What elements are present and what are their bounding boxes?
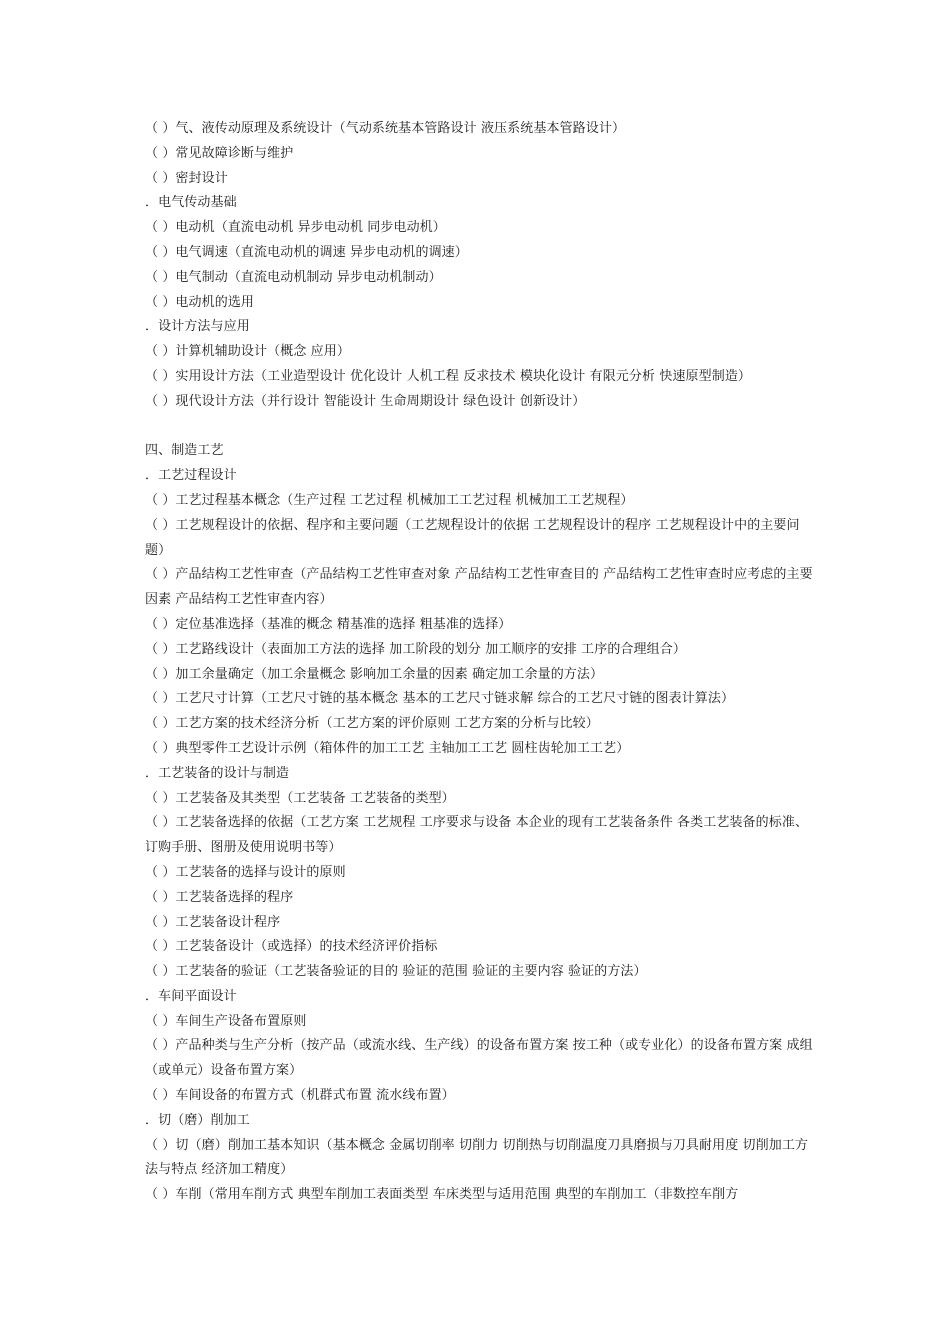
subsection-heading: ．设计方法与应用 bbox=[145, 319, 250, 335]
outline-item: （ ）电动机的选用 bbox=[145, 294, 255, 310]
section-three-continuation bbox=[145, 117, 813, 415]
outline-item: （ ）典型零件工艺设计示例（箱体件的加工工艺 主轴加工工艺 圆柱齿轮加工工艺） bbox=[145, 740, 630, 756]
outline-item: （ ）工艺方案的技术经济分析（工艺方案的评价原则 工艺方案的分析与比较） bbox=[145, 716, 599, 732]
subsection-heading: ．工艺装备的设计与制造 bbox=[145, 765, 290, 781]
outline-item: （ ）工艺装备及其类型（工艺装备 工艺装备的类型） bbox=[145, 790, 455, 806]
subsection-heading: ．切（磨）削加工 bbox=[145, 1112, 250, 1128]
subsection-heading: ．工艺过程设计 bbox=[145, 468, 237, 484]
outline-item: （ ）工艺装备选择的程序 bbox=[145, 889, 294, 905]
outline-item: （ ）车间生产设备布置原则 bbox=[145, 1013, 307, 1029]
outline-item: （ ）计算机辅助设计（概念 应用） bbox=[145, 344, 350, 360]
outline-item: （ ）产品种类与生产分析（按产品（或流水线、生产线）的设备布置方案 按工种（或专业化）的设备布置方案 成组（或单元）设备布置方案） bbox=[145, 1038, 813, 1079]
paragraph-gap bbox=[145, 415, 813, 440]
outline-item: （ ）加工余量确定（加工余量概念 影响加工余量的因素 确定加工余量的方法） bbox=[145, 666, 604, 682]
outline-item: （ ）工艺装备的选择与设计的原则 bbox=[145, 864, 346, 880]
outline-item: （ ）实用设计方法（工业造型设计 优化设计 人机工程 反求技术 模块化设计 有限元分析 快速原型制造） bbox=[145, 368, 752, 384]
outline-item: （ ）工艺装备的验证（工艺装备验证的目的 验证的范围 验证的主要内容 验证的方法） bbox=[145, 964, 647, 980]
document-body bbox=[145, 117, 813, 1208]
outline-item: （ ）产品结构工艺性审查（产品结构工艺性审查对象 产品结构工艺性审查目的 产品结构工艺性审查时应考虑的主要因素 产品结构工艺性审查内容） bbox=[145, 567, 813, 608]
outline-item: （ ）工艺过程基本概念（生产过程 工艺过程 机械加工工艺过程 机械加工工艺规程） bbox=[145, 492, 634, 508]
outline-item: （ ）工艺装备设计（或选择）的技术经济评价指标 bbox=[145, 939, 438, 955]
outline-item: （ ）电气制动（直流电动机制动 异步电动机制动） bbox=[145, 269, 442, 285]
outline-item: （ ）工艺规程设计的依据、程序和主要问题（工艺规程设计的依据 工艺规程设计的程序 工艺规程设计中的主要问题） bbox=[145, 517, 800, 558]
section-heading: 四、制造工艺 bbox=[145, 443, 224, 459]
outline-item: （ ）切（磨）削加工基本知识（基本概念 金属切削率 切削力 切削热与切削温度刀具磨损与刀具耐用度 切削加工方法与特点 经济加工精度） bbox=[145, 1137, 809, 1178]
outline-item: （ ）现代设计方法（并行设计 智能设计 生命周期设计 绿色设计 创新设计） bbox=[145, 393, 586, 409]
outline-item: （ ）工艺路线设计（表面加工方法的选择 加工阶段的划分 加工顺序的安排 工序的合理组合） bbox=[145, 641, 686, 657]
section-four-body bbox=[145, 464, 813, 1208]
subsection-heading: ．电气传动基础 bbox=[145, 195, 237, 211]
outline-item: （ ）电动机（直流电动机 异步电动机 同步电动机） bbox=[145, 220, 446, 236]
outline-item: （ ）电气调速（直流电动机的调速 异步电动机的调速） bbox=[145, 244, 468, 260]
outline-item: （ ）密封设计 bbox=[145, 170, 228, 186]
outline-item: （ ）工艺尺寸计算（工艺尺寸链的基本概念 基本的工艺尺寸链求解 综合的工艺尺寸链的图表计算法） bbox=[145, 691, 735, 707]
outline-item: （ ）车间设备的布置方式（机群式布置 流水线布置） bbox=[145, 1088, 455, 1104]
outline-item: （ ）常见故障诊断与维护 bbox=[145, 145, 294, 161]
outline-item: （ ）气、液传动原理及系统设计（气动系统基本管路设计 液压系统基本管路设计） bbox=[145, 121, 626, 136]
outline-item: （ ）工艺装备设计程序 bbox=[145, 914, 281, 930]
outline-item: （ ）工艺装备选择的依据（工艺方案 工艺规程 工序要求与设备 本企业的现有工艺装备条件 各类工艺装备的标准、订购手册、图册及使用说明书等） bbox=[145, 815, 809, 856]
outline-item: （ ）车削（常用车削方式 典型车削加工表面类型 车床类型与适用范围 典型的车削加工（非数控车削方 bbox=[145, 1187, 739, 1203]
outline-item: （ ）定位基准选择（基准的概念 精基准的选择 粗基准的选择） bbox=[145, 616, 512, 632]
subsection-heading: ．车间平面设计 bbox=[145, 988, 237, 1004]
